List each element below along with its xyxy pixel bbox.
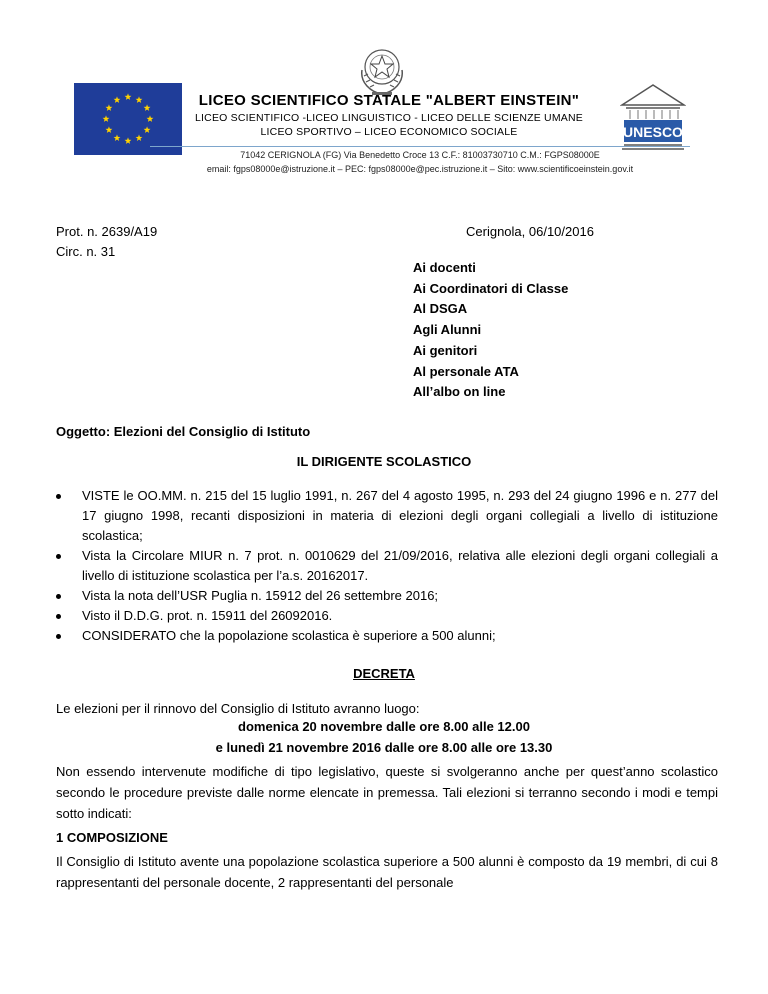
consideration-item xyxy=(56,486,718,546)
section-title-composition: 1 COMPOSIZIONE xyxy=(56,830,168,845)
section-paragraph-composition: Il Consiglio di Istituto avente una popolazione scolastica superiore a 500 alunni è composto da 19 membri, di cui 8 rappresentanti del personale docente, 2 rappresentanti del personale xyxy=(56,854,718,890)
recipient-item: Al DSGA xyxy=(413,301,468,317)
recipient-item: Ai genitori xyxy=(413,342,478,358)
eu-flag-icon xyxy=(74,83,182,155)
consideration-text: Vista la Circolare MIUR n. 7 prot. n. 0010629 del 21/09/2016, relativa alle elezioni degli organi collegiali a livello di istituzione scolastica per l’a.s. 20162017. xyxy=(82,548,718,583)
place-date: Cerignola, 06/10/2016 xyxy=(466,224,594,239)
considerations-list xyxy=(56,486,718,646)
circular-number: Circ. n. 31 xyxy=(56,244,116,259)
republic-emblem-icon xyxy=(354,40,410,98)
consideration-text: CONSIDERATO che la popolazione scolastica è superiore a 500 alunni; xyxy=(82,628,496,643)
decree-heading: DECRETA xyxy=(353,666,415,681)
school-address: 71042 CERIGNOLA (FG) Via Benedetto Croce 13 C.F.: 81003730710 C.M.: FGPS08000E xyxy=(240,150,600,160)
school-name: LICEO SCIENTIFICO STATALE "ALBERT EINSTEIN" xyxy=(198,92,580,109)
bullet-icon xyxy=(56,494,61,499)
consideration-item xyxy=(56,606,718,626)
recipient-item: Ai Coordinatori di Classe xyxy=(413,280,569,296)
unesco-logo-icon xyxy=(620,83,686,153)
recipients-list xyxy=(413,258,568,403)
subject-line: Oggetto: Elezioni del Consiglio di Istituto xyxy=(56,424,311,439)
bullet-icon xyxy=(56,554,61,559)
bullet-icon xyxy=(56,594,61,599)
consideration-text: VISTE le OO.MM. n. 215 del 15 luglio 1991, n. 267 del 4 agosto 1995, n. 293 del 24 giugno 1996 e n. 277 del 17 giugno 1998, recanti disposizioni in materia di elezioni degli organi collegiali a livello di istituzione scolastica; xyxy=(82,488,718,543)
consideration-text: Vista la nota dell’USR Puglia n. 15912 del 26 settembre 2016; xyxy=(82,588,439,603)
consideration-item xyxy=(56,626,718,646)
intro-paragraph: Le elezioni per il rinnovo del Consiglio di Istituto avranno luogo: xyxy=(56,701,420,716)
header-divider xyxy=(150,146,690,147)
bullet-icon xyxy=(56,614,61,619)
recipient-item: Ai docenti xyxy=(413,260,476,275)
school-contacts: email: fgps08000e@istruzione.it – PEC: fgps08000e@pec.istruzione.it – Sito: www.scientificoeinstein.gov.it xyxy=(206,164,634,174)
recipient-item: All’albo on line xyxy=(413,384,506,400)
procedure-paragraph: Non essendo intervenute modifiche di tipo legislativo, queste si svolgeranno anche per quest’anno scolastico secondo le procedure previste dalle norme elencate in premessa. Tali elezioni si terranno secondo i modi e tempi sotto indicati: xyxy=(56,764,718,821)
unesco-label: UNESCO xyxy=(623,124,683,140)
issuer-heading: IL DIRIGENTE SCOLASTICO xyxy=(296,454,472,469)
recipient-item: Agli Alunni xyxy=(413,322,482,338)
consideration-item xyxy=(56,546,718,586)
consideration-item xyxy=(56,586,718,606)
consideration-text: Visto il D.D.G. prot. n. 15911 del 26092016. xyxy=(82,608,333,623)
school-subtitle-line2: LICEO SPORTIVO – LICEO ECONOMICO SOCIALE xyxy=(260,126,518,138)
protocol-number: Prot. n. 2639/A19 xyxy=(56,224,158,239)
bullet-icon xyxy=(56,634,61,639)
election-date-2: e lunedì 21 novembre 2016 dalle ore 8.00 alle ore 13.30 xyxy=(215,740,553,755)
school-subtitle-line1: LICEO SCIENTIFICO -LICEO LINGUISTICO - LICEO DELLE SCIENZE UMANE xyxy=(195,112,583,124)
recipient-item: Al personale ATA xyxy=(413,363,519,379)
election-date-1: domenica 20 novembre dalle ore 8.00 alle 12.00 xyxy=(238,719,530,734)
